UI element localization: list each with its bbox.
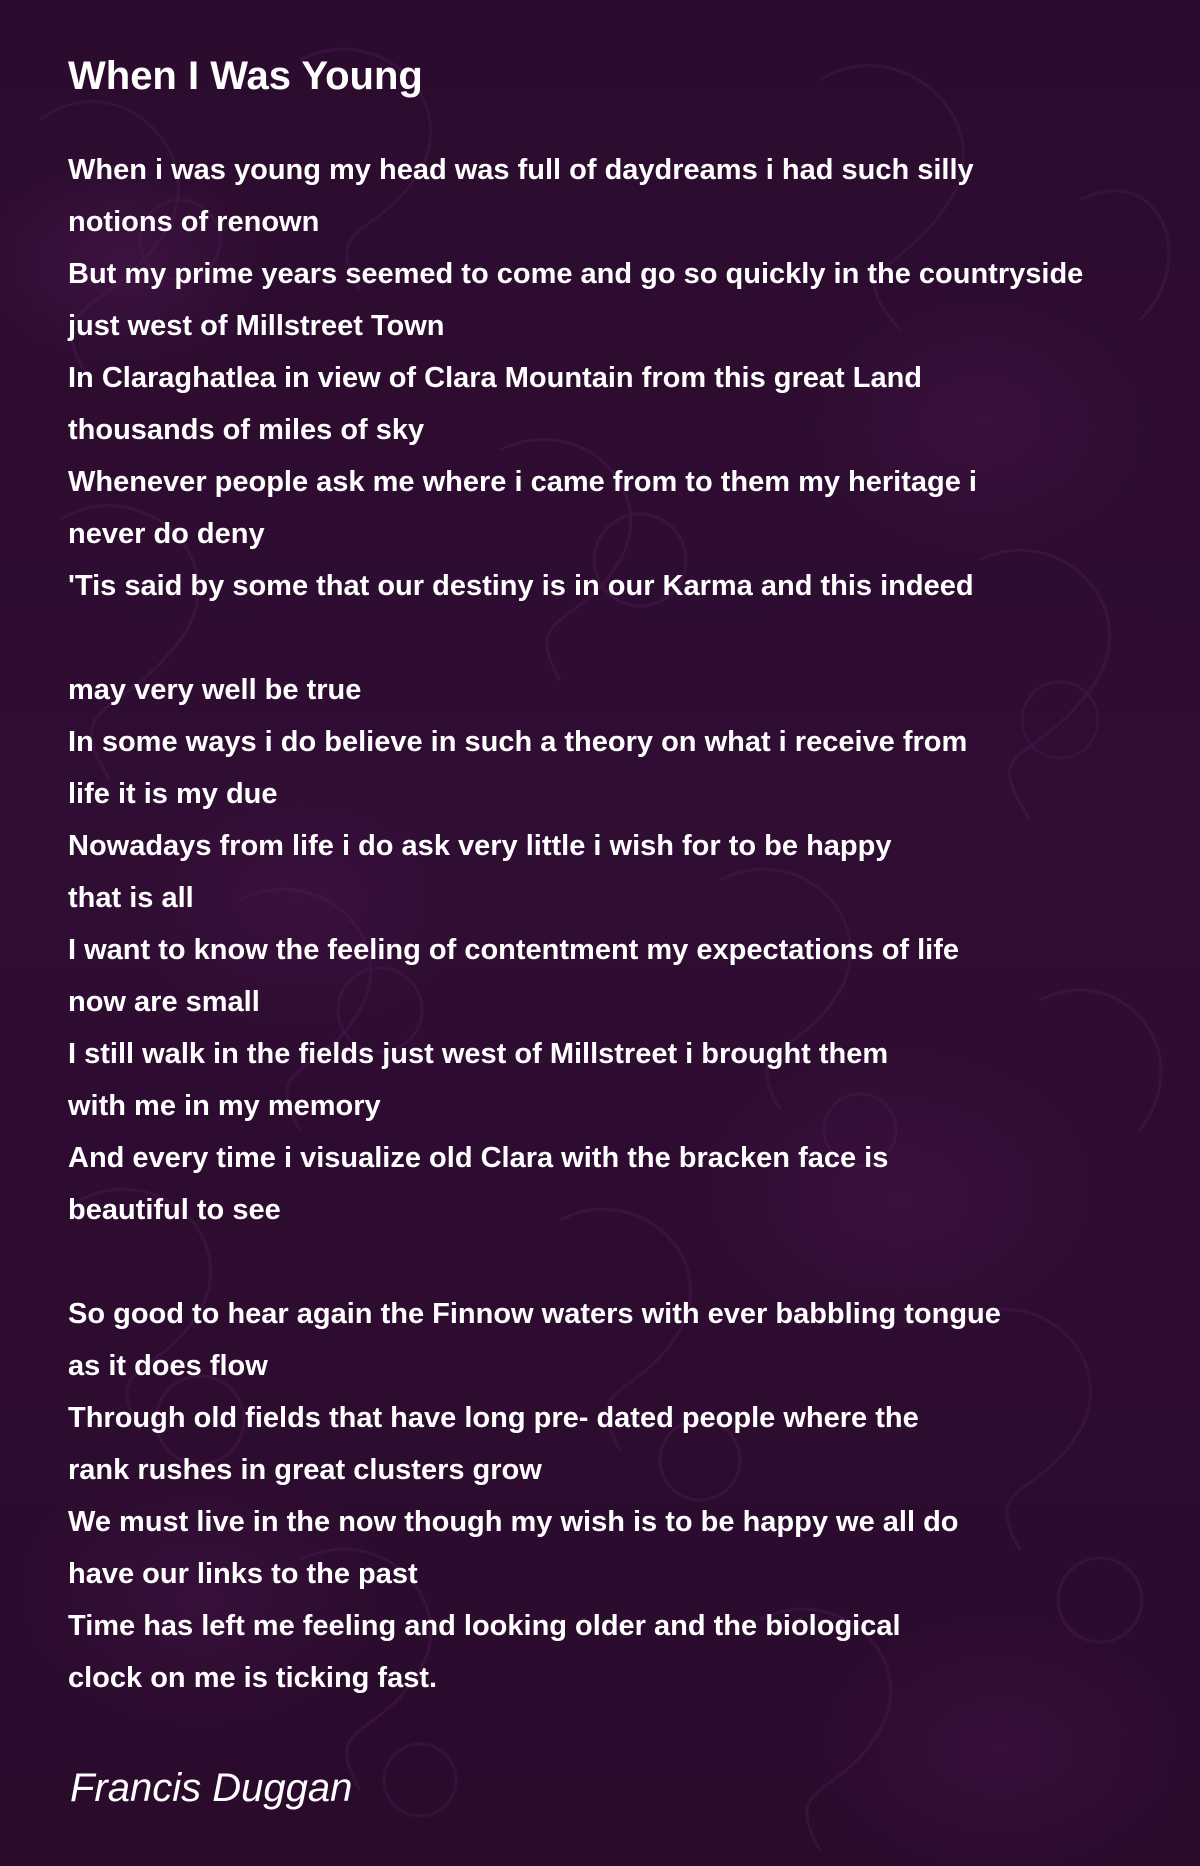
author-name: Francis Duggan [70, 1766, 353, 1810]
poem-body [68, 144, 1188, 1704]
poem-line: I want to know the feeling of contentment my expectations of life [68, 934, 960, 966]
poem-line: In some ways i do believe in such a theory on what i receive from [68, 726, 968, 758]
poem-line: rank rushes in great clusters grow [68, 1454, 542, 1486]
poem-line: life it is my due [68, 778, 278, 810]
poem-line: notions of renown [68, 206, 320, 238]
poem-line: Whenever people ask me where i came from to them my heritage i [68, 466, 977, 498]
poem-line: 'Tis said by some that our destiny is in our Karma and this indeed [68, 570, 974, 602]
poem-line: may very well be true [68, 674, 362, 706]
poem-line: thousands of miles of sky [68, 414, 425, 446]
stanza-break [68, 612, 1188, 664]
poem-line: Through old fields that have long pre- dated people where the [68, 1402, 919, 1434]
poem-line: have our links to the past [68, 1558, 418, 1590]
poem-line: I still walk in the fields just west of Millstreet i brought them [68, 1038, 889, 1070]
poem-line: that is all [68, 882, 194, 914]
poem-container [68, 50, 1188, 1704]
poem-line: We must live in the now though my wish is to be happy we all do [68, 1506, 959, 1538]
stanza-break [68, 1236, 1188, 1288]
poem-line: clock on me is ticking fast. [68, 1662, 438, 1694]
poem-line: So good to hear again the Finnow waters with ever babbling tongue [68, 1298, 1001, 1330]
poem-line: never do deny [68, 518, 265, 550]
poem-line: And every time i visualize old Clara with the bracken face is [68, 1142, 889, 1174]
poem-title: When I Was Young [68, 54, 423, 98]
poem-line: beautiful to see [68, 1194, 281, 1226]
poem-line: with me in my memory [68, 1090, 381, 1122]
poem-line: just west of Millstreet Town [68, 310, 445, 342]
poem-line: Time has left me feeling and looking older and the biological [68, 1610, 901, 1642]
poem-line: now are small [68, 986, 260, 1018]
poem-line: as it does flow [68, 1350, 268, 1382]
poem-line: In Claraghatlea in view of Clara Mountain from this great Land [68, 362, 923, 394]
poem-line: Nowadays from life i do ask very little i wish for to be happy [68, 830, 892, 862]
poem-line: But my prime years seemed to come and go so quickly in the countryside [68, 258, 1084, 290]
poem-line: When i was young my head was full of daydreams i had such silly [68, 154, 974, 186]
